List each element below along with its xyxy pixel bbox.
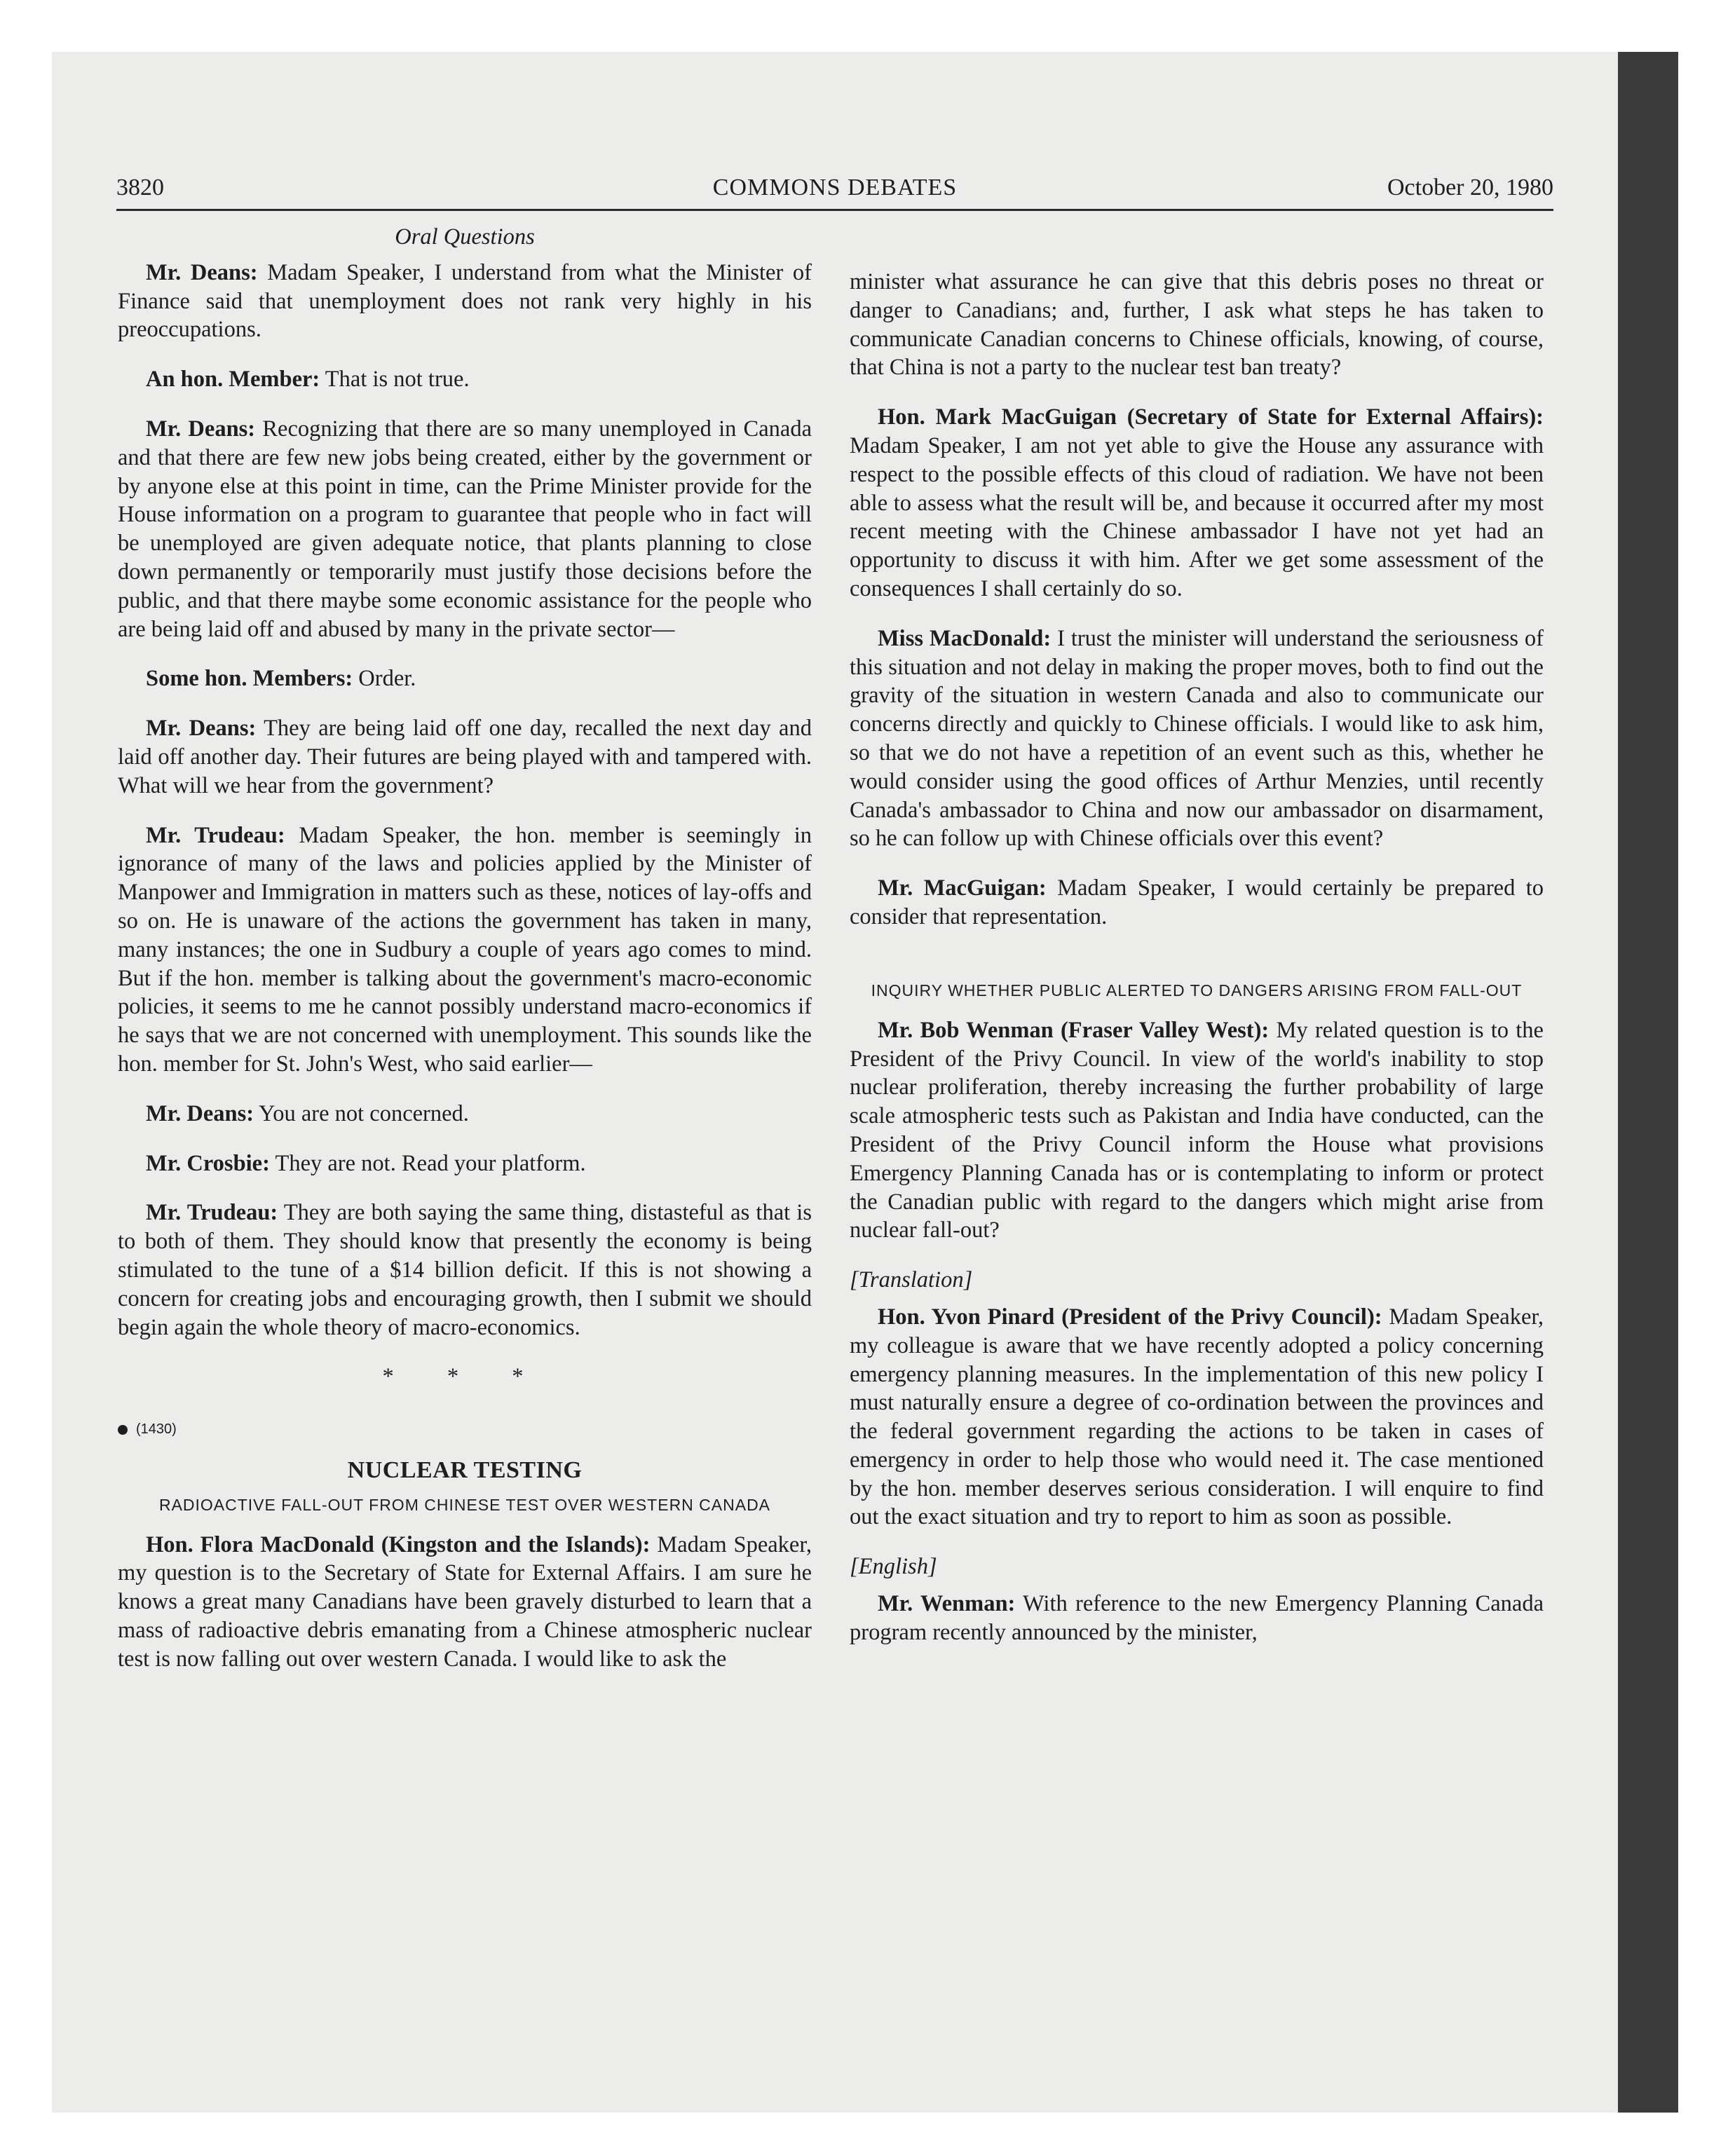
speech (118, 1531, 812, 1674)
speech (850, 1303, 1544, 1531)
speech-text: I trust the minister will understand the seriousness of this situation and not delay in making the proper moves, both to find out the gravity of the situation in western Canada and also to communicate our concerns directly and quickly to Chinese officials. I would like to ask him, so that we do not have a repetition of an event such as this, whether he would consider using the good offices of Arthur Menzies, until recently Canada's ambassador to China and now our ambassador on disarmament, so he can follow up with Chinese officials over this event? (850, 625, 1544, 852)
speaker-name: Some hon. Members: (146, 666, 353, 692)
speech-text: Recognizing that there are so many unemployed in Canada and that there are few new jobs being created, either by the government or by anyone else at this point in time, can the Prime Minister provide for the House information on a program to guarantee that people who in fact will be unemployed are given adequate notice, that plants planning to close down permanently or temporarily must justify those decisions before the public, and that there maybe some economic assistance for the people who are being laid off and abused by many in the private sector— (118, 416, 812, 642)
speaker-name: Mr. Trudeau: (146, 822, 285, 848)
speech-text: You are not concerned. (258, 1100, 469, 1126)
section-heading: NUCLEAR TESTING (347, 1456, 583, 1483)
bullet-icon (118, 1425, 128, 1435)
speech (850, 625, 1544, 853)
running-header (116, 172, 1553, 211)
page-number: 3820 (116, 175, 164, 200)
page-date: October 20, 1980 (1387, 175, 1553, 200)
speech (118, 821, 812, 1079)
speaker-name: Hon. Mark MacGuigan (Secretary of State for External Affairs): (878, 404, 1544, 430)
speaker-name: Mr. Deans: (146, 1100, 254, 1126)
speech-text: They are both saying the same thing, distasteful as that is to both of them. They should know that presently the economy is being stimulated to the tune of a $14 billion deficit. If this is not showing a concern for creating jobs and encouraging growth, then I submit we should begin again the whole theory of macro-economics. (118, 1200, 812, 1340)
speech-text: That is not true. (325, 367, 470, 393)
speech-text: Madam Speaker, my colleague is aware that we have recently adopted a policy concerning emergency planning measures. In the implementation of this new policy I must naturally ensure a degree of co-ordination between the provinces and the federal government regarding the actions to be taken in cases of emergency in order to help those who would need it. The case mentioned by the hon. member deserves serious consideration. I will enquire to find out the exact situation and try to report to him as soon as possible. (850, 1304, 1544, 1530)
english-label: [English] (850, 1554, 937, 1580)
speech (118, 415, 812, 643)
speaker-name: Hon. Yvon Pinard (President of the Privy Council): (878, 1304, 1382, 1330)
speech-text: Madam Speaker, I understand from what the Minister of Finance said that unemployment does not rank very highly in his preoccupations. (118, 259, 812, 343)
speech (118, 714, 812, 800)
section-subheading: INQUIRY WHETHER PUBLIC ALERTED TO DANGERS ARISING FROM FALL-OUT (871, 981, 1523, 999)
right-column (850, 268, 1544, 1668)
speaker-name: Mr. Deans: (146, 416, 256, 442)
speech-text: Madam Speaker, I am not yet able to give the House any assurance with respect to the possible effects of this cloud of radiation. We have not been able to assess what the result will be, and because it occurred after my most recent meeting with the Chinese ambassador I have not yet had an opportunity to discuss it with him. After we get some assessment of the consequences I shall certainly do so. (850, 432, 1544, 601)
speech (118, 259, 812, 344)
speaker-name: Mr. Bob Wenman (Fraser Valley West): (878, 1017, 1270, 1043)
speaker-name: Mr. MacGuigan: (878, 875, 1047, 901)
speech-text: They are being laid off one day, recalled the next day and laid off another day. Their futures are being played with and tampered with. What will we hear from the government? (118, 716, 812, 798)
left-column (118, 223, 812, 1695)
speech-text: Madam Speaker, my question is to the Secretary of State for External Affairs. I am sure he knows a great many Canadians have been gravely disturbed to learn that a mass of radioactive debris emanating from a Chinese atmospheric nuclear test is now falling out over western Canada. I would like to ask the (118, 1531, 812, 1672)
speech-text: My related question is to the President of the Privy Council. In view of the world's inability to stop nuclear proliferation, thereby increasing the further probability of large scale atmospheric tests such as Pakistan and India have conducted, can the President of the Privy Council inform the House what provisions Emergency Planning Canada has or is contemplating to inform or protect the Canadian public with regard to the dangers which might arise from nuclear fall-out? (850, 1017, 1544, 1243)
speech (850, 1016, 1544, 1245)
speech (118, 1199, 812, 1342)
publication-title: COMMONS DEBATES (712, 175, 958, 200)
scan-binding-edge (1618, 52, 1678, 2113)
speaker-name: Mr. Deans: (146, 716, 257, 742)
section-label: Oral Questions (395, 224, 535, 250)
speaker-name: Mr. Wenman: (878, 1591, 1016, 1617)
translation-label: [Translation] (850, 1267, 973, 1293)
speaker-name: Mr. Crosbie: (146, 1150, 270, 1176)
speaker-name: Hon. Flora MacDonald (Kingston and the Islands): (146, 1531, 651, 1557)
speech (118, 365, 812, 394)
speech-text: Madam Speaker, the hon. member is seemingly in ignorance of many of the laws and policies applied by the Minister of Manpower and Immigration in matters such as these, notices of lay-offs and so on. He is unaware of the actions the government has taken in many, many instances; the one in Sudbury a couple of years ago comes to mind. But if the hon. member is talking about the government's macro-economic policies, it seems to me he cannot possibly understand macro-economics if he says that we are not concerned with unemployment. This sounds like the hon. member for St. John's West, who said earlier— (118, 822, 812, 1077)
speech (850, 1590, 1544, 1647)
speech-text: With reference to the new Emergency Planning Canada program recently announced by the minister, (850, 1591, 1544, 1645)
speech (118, 1100, 812, 1128)
speech (850, 403, 1544, 603)
speech (850, 874, 1544, 932)
speaker-name: Miss MacDonald: (878, 625, 1052, 651)
speech-text: Order. (358, 666, 416, 692)
section-subheading: RADIOACTIVE FALL-OUT FROM CHINESE TEST OVER WESTERN CANADA (158, 1495, 771, 1514)
speaker-name: Mr. Deans: (146, 259, 258, 285)
timestamp (118, 1415, 812, 1444)
speech (118, 664, 812, 693)
section-separator: * * * (382, 1364, 547, 1390)
speech (118, 1149, 812, 1178)
timestamp-text: (1430) (136, 1421, 177, 1438)
speech-text: They are not. Read your platform. (275, 1150, 586, 1176)
speech-text: Madam Speaker, I would certainly be prepared to consider that representation. (850, 875, 1544, 929)
speaker-name: Mr. Trudeau: (146, 1200, 278, 1226)
speech-continuation: minister what assurance he can give that this debris poses no threat or danger to Canadians; and, further, I ask what steps he has taken to communicate Canadian concerns to Chinese officials, knowing, of course, that China is not a party to the nuclear test ban treaty? (850, 269, 1544, 381)
speaker-name: An hon. Member: (146, 367, 320, 393)
